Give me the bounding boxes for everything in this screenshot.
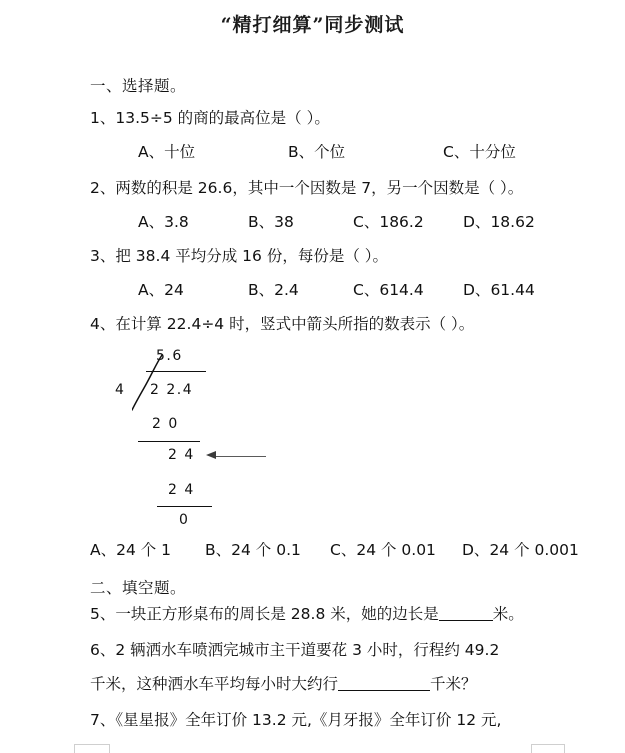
question-4-number: 4、 [90,315,116,333]
question-3-option-b[interactable] [248,280,353,300]
question-7-number: 7、 [90,711,116,729]
option-text: 3.8 [164,213,189,231]
pointer-arrow-line [214,456,266,457]
question-1-option-c[interactable] [443,142,516,162]
option-key: B、 [248,281,275,299]
question-5-text-before: 一块正方形桌布的周长是 28.8 米，她的边长是 [115,605,439,623]
question-2-option-d[interactable] [463,212,535,232]
question-2-option-a[interactable] [90,212,248,232]
question-4-option-a[interactable] [90,540,205,560]
question-6-text-line1: 2 辆洒水车喷洒完城市主干道要花 3 小时，行程约 49.2 [115,641,500,659]
division-step-3: 2 4 [168,482,195,498]
question-6-text-before-blank: 千米，这种洒水车平均每小时大约行 [90,675,339,693]
question-2-text: 两数的积是 26.6，其中一个因数是 7，另一个因数是（ ）。 [115,179,524,197]
question-4-options [90,540,579,560]
question-6-stem-line1 [90,640,499,660]
option-key: B、 [205,541,232,559]
option-key: A、 [138,143,165,161]
question-6-number: 6、 [90,641,116,659]
question-4-option-b[interactable] [205,540,330,560]
option-text: 十分位 [469,143,516,161]
option-text: 24 个 1 [116,541,172,559]
section-heading-choice: 一、选择题。 [90,77,187,95]
question-5-answer-blank[interactable] [439,620,493,621]
option-text: 24 个 0.001 [489,541,579,559]
division-divisor: 4 [115,382,126,398]
page-title: “精打细算”同步测试 [220,14,405,36]
option-key: D、 [463,281,491,299]
question-4-option-d[interactable] [462,540,579,560]
question-6-answer-blank[interactable] [338,690,430,691]
question-4-stem [90,314,474,334]
option-key: C、 [353,213,380,231]
option-text: 61.44 [490,281,535,299]
option-text: 38 [274,213,294,231]
question-2-option-b[interactable] [248,212,353,232]
option-key: D、 [462,541,490,559]
question-1-stem [90,108,330,128]
question-5-number: 5、 [90,605,116,623]
option-key: B、 [288,143,315,161]
option-text: 24 个 0.1 [231,541,301,559]
option-key: A、 [138,281,165,299]
option-key: D、 [463,213,491,231]
question-1-number: 1、 [90,109,116,127]
question-1-text: 13.5÷5 的商的最高位是（ ）。 [115,109,330,127]
division-rule-1 [138,441,200,442]
option-text: 2.4 [274,281,299,299]
question-6-text-after-blank: 千米？ [430,675,477,693]
pointer-arrow-head-icon [206,451,216,459]
question-2-option-c[interactable] [353,212,463,232]
option-key: C、 [353,281,380,299]
long-division-figure [110,340,410,540]
division-step-1: 2 0 [152,416,179,432]
question-1-option-a[interactable] [90,142,288,162]
question-5-stem [90,604,524,624]
division-dividend: 2 2.4 [150,382,194,398]
question-4-option-c[interactable] [330,540,462,560]
division-rule-2 [157,506,212,507]
question-5-text-after: 米。 [492,605,524,623]
question-3-option-c[interactable] [353,280,463,300]
question-2-number: 2、 [90,179,116,197]
option-key: C、 [330,541,357,559]
question-3-text: 把 38.4 平均分成 16 份，每份是（ ）。 [115,247,388,265]
option-text: 18.62 [490,213,535,231]
option-text: 个位 [314,143,346,161]
option-text: 24 个 0.01 [356,541,436,559]
question-6-stem-line2 [90,674,477,694]
option-text: 186.2 [379,213,424,231]
question-1-options [90,142,560,162]
question-7-stem-line1 [90,710,501,730]
division-quotient: 5.6 [156,348,183,364]
option-key: B、 [248,213,275,231]
option-text: 24 [164,281,184,299]
option-text: 614.4 [379,281,424,299]
division-step-2: 2 4 [168,447,195,463]
question-3-option-a[interactable] [90,280,248,300]
option-key: C、 [443,143,470,161]
question-3-option-d[interactable] [463,280,535,300]
question-2-options [90,212,560,232]
question-7-text-line1: 《星星报》全年订价 13.2 元,《月牙报》全年订价 12 元, [115,711,502,729]
option-text: 十位 [164,143,196,161]
option-key: A、 [90,541,117,559]
question-2-stem [90,178,523,198]
section-heading-fill-blank: 二、填空题。 [90,579,187,597]
question-3-number: 3、 [90,247,116,265]
option-key: A、 [138,213,165,231]
question-1-option-b[interactable] [288,142,443,162]
question-3-options [90,280,560,300]
division-remainder: 0 [179,512,190,528]
question-3-stem [90,246,388,266]
question-4-text: 在计算 22.4÷4 时，竖式中箭头所指的数表示（ ）。 [115,315,475,333]
